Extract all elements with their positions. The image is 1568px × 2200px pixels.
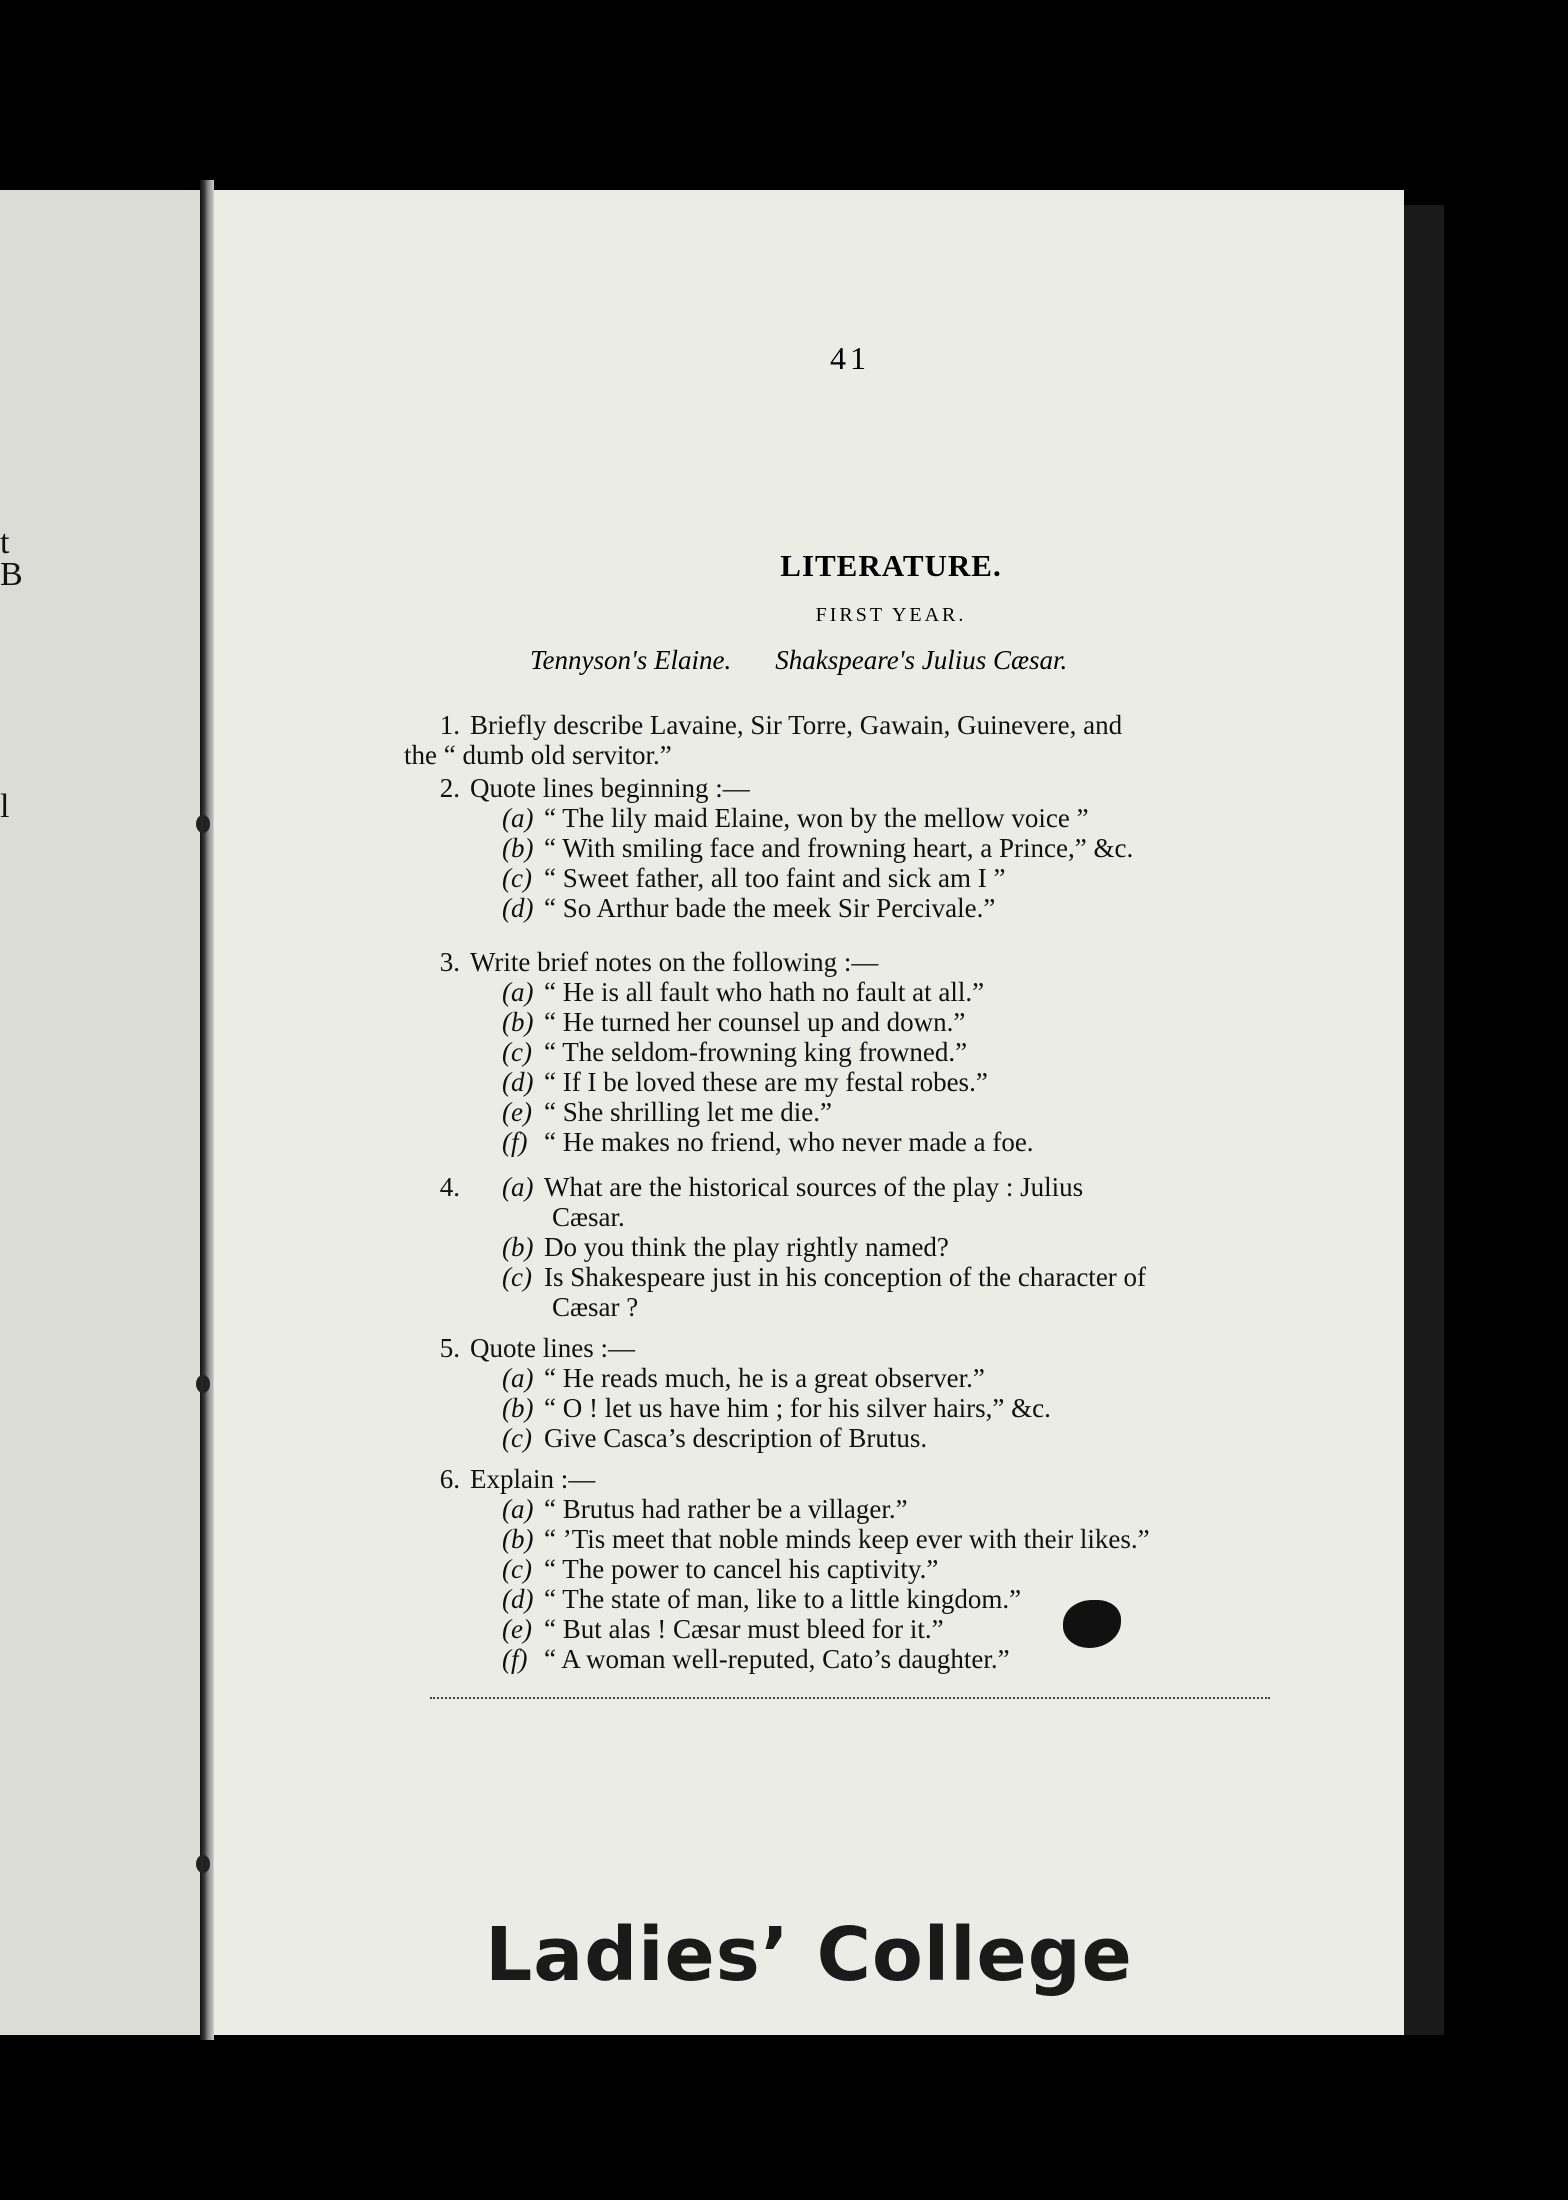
item-label: (a) [502,1172,534,1202]
item-label: (c) [502,1037,532,1067]
question-item [412,1614,1292,1644]
item-text: “ The state of man, like to a little kingdom.” [544,1584,1022,1614]
item-text: Give Casca’s description of Brutus. [544,1423,928,1453]
set-text: Tennyson's Elaine. [530,645,732,675]
item-text: “ With smiling face and frowning heart, a Prince,” &c. [544,833,1134,863]
question-item [412,1494,1292,1524]
question-item [412,863,1292,893]
item-text: “ So Arthur bade the meek Sir Percivale.” [544,893,996,923]
item-label: (a) [502,1363,534,1393]
question-item [412,1393,1292,1423]
question-item [412,1127,1292,1157]
item-label: (e) [502,1614,532,1644]
item-continuation: Cæsar ? [552,1292,639,1322]
item-label: (a) [502,977,534,1007]
left-page [0,190,212,2035]
item-text: “ The seldom-frowning king frowned.” [544,1037,968,1067]
item-text: “ Sweet father, all too faint and sick am I ” [544,863,1006,893]
item-label: (c) [502,1554,532,1584]
question-item [412,893,1292,923]
question-item [412,1584,1292,1614]
question-item [412,1007,1292,1037]
question-continuation: the “ dumb old servitor.” [404,740,672,770]
item-label: (b) [502,1232,534,1262]
item-text: “ The power to cancel his captivity.” [544,1554,939,1584]
item-text: “ O ! let us have him ; for his silver hairs,” &c. [544,1393,1051,1423]
item-label: (a) [502,803,534,833]
item-label: (b) [502,1007,534,1037]
item-text: “ If I be loved these are my festal robes.” [544,1067,988,1097]
item-text: “ He reads much, he is a great observer.” [544,1363,985,1393]
page-number: 41 [830,340,870,376]
question-text: Write brief notes on the following :— [470,947,879,977]
question-number: 3. [439,947,460,977]
question-item [412,1037,1292,1067]
question-number: 6. [439,1464,460,1494]
question-number: 4. [439,1172,460,1202]
question-6 [412,1464,1292,1674]
question-text: Explain :— [470,1464,596,1494]
question-1 [404,710,1292,770]
question-item [412,1262,1292,1292]
item-label: (c) [502,1262,532,1292]
question-text: Quote lines :— [470,1333,635,1363]
item-text: “ But alas ! Cæsar must bleed for it.” [544,1614,944,1644]
item-label: (b) [502,833,534,863]
question-item [412,977,1292,1007]
subtitle [0,604,1568,627]
question-item [412,803,1292,833]
item-label: (c) [502,863,532,893]
question-item [412,1097,1292,1127]
left-page-fragment: B [0,556,23,593]
item-text: “ He is all fault who hath no fault at all.” [544,977,985,1007]
item-text: “ Brutus had rather be a villager.” [544,1494,908,1524]
question-text: Quote lines beginning :— [470,773,750,803]
book-edge [1404,205,1444,2035]
subtitle-text: FIRST YEAR. [815,604,967,626]
item-text: “ He turned her counsel up and down.” [544,1007,966,1037]
item-text: “ The lily maid Elaine, won by the mellow voice ” [544,803,1089,833]
item-text: “ She shrilling let me die.” [544,1097,832,1127]
item-continuation: Cæsar. [552,1202,625,1232]
item-label: (b) [502,1393,534,1423]
item-text: “ ’Tis meet that noble minds keep ever with their likes.” [544,1524,1150,1554]
item-text: “ A woman well-reputed, Cato’s daughter.” [544,1644,1010,1674]
item-text: “ He makes no friend, who never made a foe. [544,1127,1034,1157]
binding-hole [196,1375,210,1393]
set-text: Shakspeare's Julius Cæsar. [775,645,1068,675]
question-item [412,833,1292,863]
item-label: (d) [502,1067,534,1097]
page-title: LITERATURE. [780,548,1002,583]
question-3 [412,947,1292,1157]
item-label: (f) [502,1127,528,1157]
item-label: (d) [502,1584,534,1614]
item-text: What are the historical sources of the play : Julius [544,1172,1084,1202]
question-5 [412,1333,1292,1453]
question-number: 5. [439,1333,460,1363]
item-text: Is Shakespeare just in his conception of the character of [544,1262,1147,1292]
set-texts [530,645,1067,676]
question-item [412,1423,1292,1453]
item-label: (f) [502,1644,528,1674]
item-text: Do you think the play rightly named? [544,1232,949,1262]
left-page-fragment: l [0,788,10,825]
item-label: (e) [502,1097,532,1127]
question-number: 2. [439,773,460,803]
question-item [412,1232,1292,1262]
college-stamp: Ladies’ College [485,1912,1133,1998]
item-label: (b) [502,1524,534,1554]
question-item [412,1554,1292,1584]
question-number: 1. [439,710,460,740]
question-item [412,1067,1292,1097]
item-label: (c) [502,1423,532,1453]
left-page-fragment: t [0,524,10,561]
binding-hole [196,1855,210,1873]
item-label: (d) [502,893,534,923]
question-4 [412,1172,1292,1322]
question-text: Briefly describe Lavaine, Sir Torre, Gawain, Guinevere, and [470,710,1123,740]
book-gutter [200,180,214,2040]
question-item [412,1363,1292,1393]
item-label: (a) [502,1494,534,1524]
question-item [412,1524,1292,1554]
question-2 [412,773,1292,923]
section-divider [430,1697,1270,1699]
question-item [412,1644,1292,1674]
binding-hole [196,815,210,833]
